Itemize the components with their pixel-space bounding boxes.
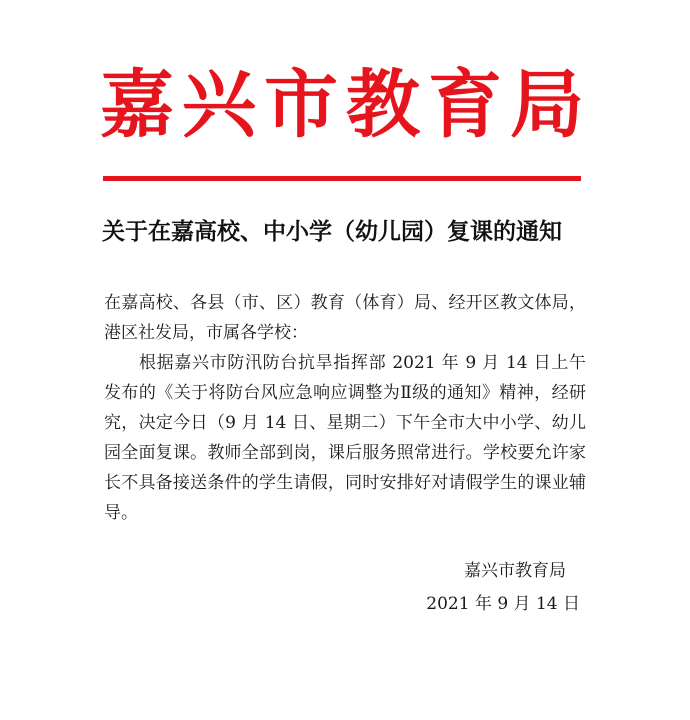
masthead-org-name: 嘉兴市教育局 [100, 62, 592, 148]
body-paragraph: 根据嘉兴市防汛防台抗旱指挥部 2021 年 9 月 14 日上午发布的《关于将防台风应急响应调整为Ⅱ级的通知》精神，经研究，决定今日（9 月 14 日、星期二）下午全市大中小学、幼儿园全面复课。教师全部到岗，课后服务照常进行。学校要允许家长不具备接送条件的学生请假，同时安排好对请假学生的课业辅导。 [104, 353, 586, 523]
signature-org: 嘉兴市教育局 [464, 561, 566, 581]
red-divider-line [103, 176, 581, 181]
document-title: 关于在嘉高校、中小学（幼儿园）复课的通知 [102, 218, 562, 245]
signature-date: 2021 年 9 月 14 日 [426, 594, 580, 614]
addressee: 在嘉高校、各县（市、区）教育（体育）局、经开区教文体局，港区社发局，市属各学校： [104, 293, 586, 343]
